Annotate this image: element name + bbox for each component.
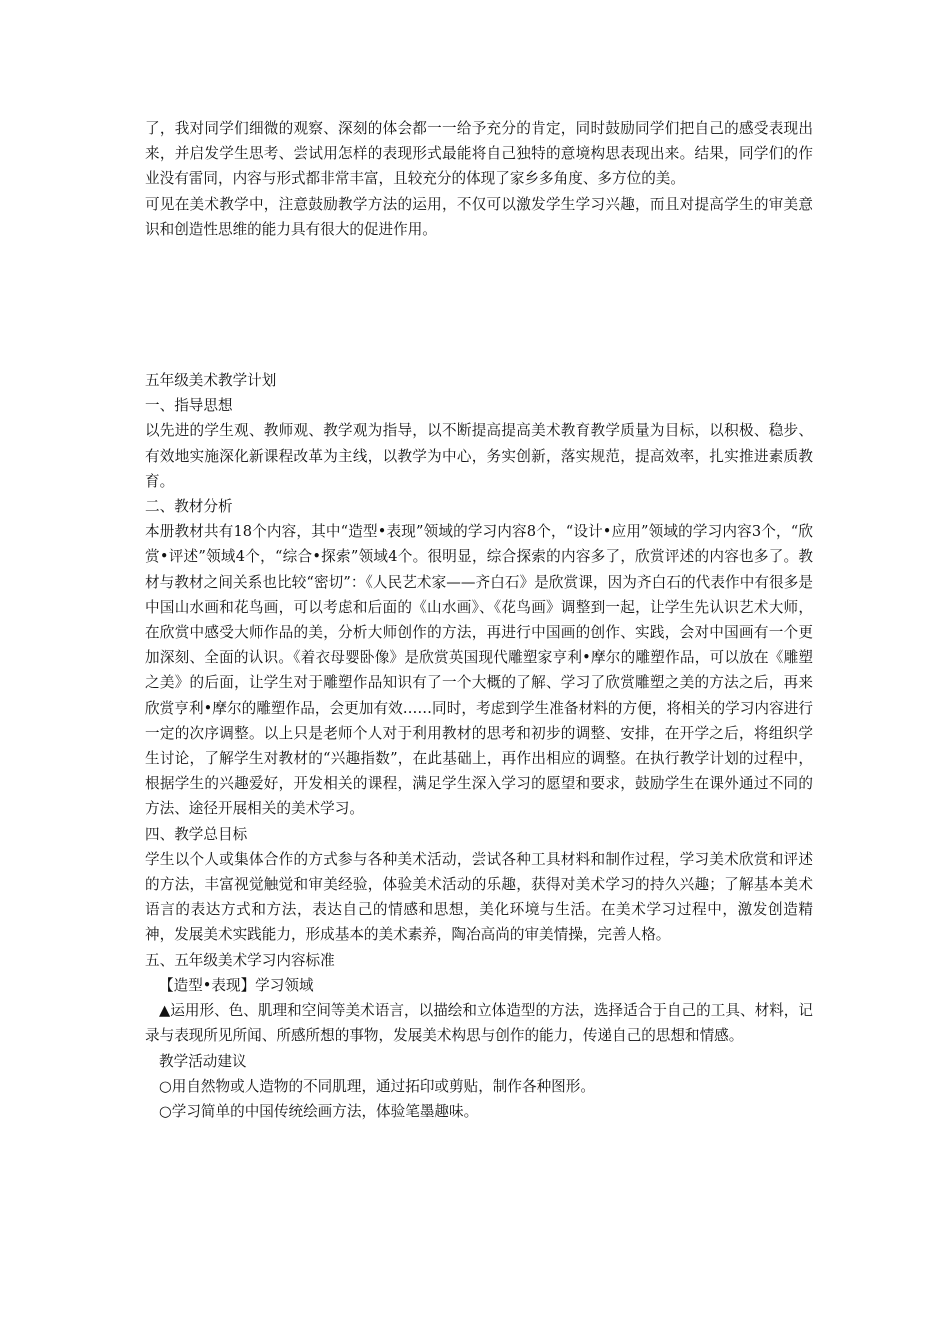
section-body-overall-goals: 学生以个人或集体合作的方式参与各种美术活动，尝试各种工具材料和制作过程，学习美术欣赏和评述的方法，丰富视觉触觉和审美经验，体验美术活动的乐趣，获得对美术学习的持久兴趣；了解基本美术语言的表达方式和方法，表达自己的情感和思想，美化环境与生活。在美术学习过程中，激发创造精神，发展美术实践能力，形成基本的美术素养，陶冶高尚的审美情操，完善人格。 xyxy=(145,850,813,944)
section-heading-overall-goals: 四、教学总目标 xyxy=(145,825,248,843)
section-body-guiding-ideology: 以先进的学生观、教师观、教学观为指导，以不断提高提高美术教育教学质量为目标，以积极、稳步、有效地实施深化新课程改革为主线，以教学为中心，务实创新，落实规范，提高效率，扎实推进素质教育。 xyxy=(145,422,813,490)
activity-item: ○学习简单的中国传统绘画方法，体验笔墨趣味。 xyxy=(159,1102,479,1120)
blank-space xyxy=(145,242,813,368)
domain-label: 【造型•表现】学习领域 xyxy=(159,976,314,994)
plan-title: 五年级美术教学计划 xyxy=(145,372,277,390)
section-heading-guiding-ideology: 一、指导思想 xyxy=(145,397,233,415)
activity-item: ○用自然物或人造物的不同肌理，通过拓印或剪贴，制作各种图形。 xyxy=(159,1077,595,1095)
intro-paragraph-2: 可见在美术教学中，注意鼓励教学方法的运用，不仅可以激发学生学习兴趣，而且对提高学生的审美意识和创造性思维的能力具有很大的促进作用。 xyxy=(145,195,813,238)
section-heading-textbook-analysis: 二、教材分析 xyxy=(145,498,233,516)
intro-paragraph-1: 了，我对同学们细微的观察、深刻的体会都一一给予充分的肯定，同时鼓励同学们把自己的感受表现出来，并启发学生思考、尝试用怎样的表现形式最能将自己独特的意境构思表现出来。结果，同学们的作业没有雷同，内容与形式都非常丰富，且较充分的体现了家乡多角度、多方位的美。 xyxy=(145,120,813,188)
document-page xyxy=(145,116,813,1124)
activity-heading: 教学活动建议 xyxy=(159,1052,247,1070)
domain-goal: ▲运用形、色、肌理和空间等美术语言，以描绘和立体造型的方法，选择适合于自己的工具、材料，记录与表现所见所闻、所感所想的事物，发展美术构思与创作的能力，传递自己的思想和情感。 xyxy=(145,1002,813,1045)
section-heading-content-standards: 五、五年级美术学习内容标准 xyxy=(145,951,335,969)
section-body-textbook-analysis: 本册教材共有18个内容，其中“造型•表现”领域的学习内容8个，“设计•应用”领域的学习内容3个，“欣赏•评述”领域4个，“综合•探索”领域4个。很明显，综合探索的内容多了，欣赏评述的内容也多了。教材与教材之间关系也比较“密切”：《人民艺术家——齐白石》是欣赏课，因为齐白石的代表作中有很多是中国山水画和花鸟画，可以考虑和后面的《山水画》、《花鸟画》调整到一起，让学生先认识艺术大师，在欣赏中感受大师作品的美，分析大师创作的方法，再进行中国画的创作、实践，会对中国画有一个更加深刻、全面的认识。《着衣母婴卧像》是欣赏英国现代雕塑家亨利•摩尔的雕塑作品，可以放在《雕塑之美》的后面，让学生对于雕塑作品知识有了一个大概的了解、学习了欣赏雕塑之美的方法之后，再来欣赏亨利•摩尔的雕塑作品，会更加有效……同时，考虑到学生准备材料的方便，将相关的学习内容进行一定的次序调整。以上只是老师个人对于利用教材的思考和初步的调整、安排，在开学之后，将组织学生讨论，了解学生对教材的“兴趣指数”，在此基础上，再作出相应的调整。在执行教学计划的过程中，根据学生的兴趣爱好，开发相关的课程，满足学生深入学习的愿望和要求，鼓励学生在课外通过不同的方法、途径开展相关的美术学习。 xyxy=(145,523,813,818)
